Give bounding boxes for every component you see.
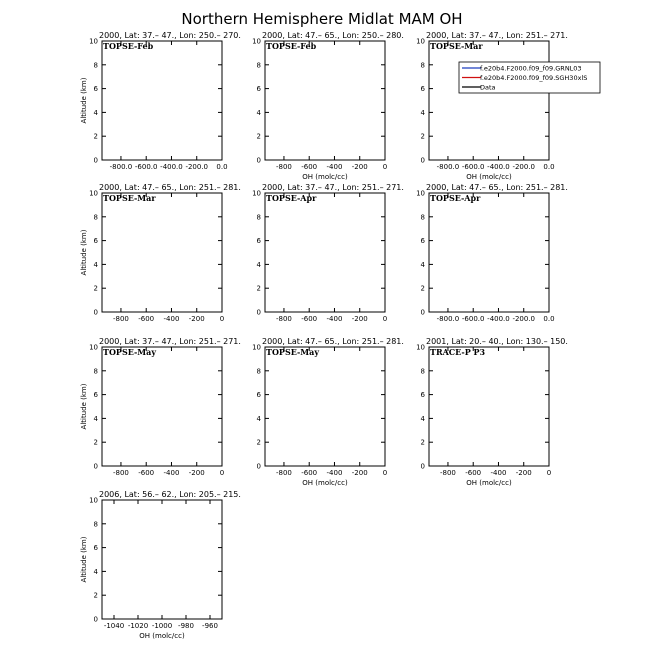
panel-campaign-label: TOPSE-May <box>266 347 319 357</box>
panel-campaign-label: TRACE-P P3 <box>430 347 486 357</box>
y-tick-label: 2 <box>93 284 98 293</box>
y-tick-label: 8 <box>420 213 425 222</box>
panel-header: 2000, Lat: 37.– 47., Lon: 251.– 271. <box>262 183 404 192</box>
y-tick-label: 8 <box>256 61 261 70</box>
x-tick-label: -400 <box>163 469 180 477</box>
x-tick-label: 0 <box>382 469 388 477</box>
chart-panel-8 <box>252 337 404 487</box>
y-tick-label: 4 <box>420 260 425 269</box>
y-tick-label: 10 <box>416 37 425 46</box>
y-tick-label: 6 <box>256 391 261 400</box>
y-tick-label: 0 <box>93 308 98 317</box>
x-tick-label: -400.0 <box>487 163 510 171</box>
y-tick-label: 2 <box>420 438 425 447</box>
y-tick-label: 8 <box>256 213 261 222</box>
y-tick-label: 6 <box>420 237 425 246</box>
y-tick-label: 0 <box>93 462 98 471</box>
x-tick-label: -600 <box>301 469 318 477</box>
y-tick-label: 0 <box>256 156 261 165</box>
x-tick-label: -1020 <box>127 622 149 630</box>
x-axis-label: OH (molc/cc) <box>302 479 348 487</box>
y-tick-label: 2 <box>93 438 98 447</box>
y-tick-label: 0 <box>420 308 425 317</box>
x-axis-label: OH (molc/cc) <box>302 173 348 181</box>
x-tick-label: -400 <box>490 469 507 477</box>
x-tick-label: 0 <box>219 315 225 323</box>
x-tick-label: -800 <box>113 315 129 323</box>
y-tick-label: 8 <box>93 61 98 70</box>
x-tick-label: -600.0 <box>134 163 158 171</box>
x-tick-label: 0 <box>382 163 388 171</box>
x-tick-label: 0.0 <box>543 315 555 323</box>
y-tick-label: 4 <box>256 260 261 269</box>
figure-title: Northern Hemisphere Midlat MAM OH <box>181 10 463 28</box>
y-tick-label: 6 <box>256 85 261 94</box>
y-tick-label: 6 <box>420 85 425 94</box>
panel-campaign-label: TOPSE-Feb <box>266 41 317 51</box>
y-tick-label: 6 <box>93 391 98 400</box>
y-tick-label: 2 <box>420 284 425 293</box>
y-tick-label: 4 <box>420 414 425 423</box>
y-tick-label: 2 <box>93 132 98 141</box>
x-tick-label: -600 <box>301 315 318 323</box>
legend-entry: f.e20b4.F2000.f09_f09.SGH30xlS <box>480 73 588 82</box>
panel-header: 2006, Lat: 56.– 62., Lon: 205.– 215. <box>99 490 241 499</box>
legend-entry: Data <box>480 83 496 92</box>
plot-frame <box>265 347 385 466</box>
legend <box>459 62 600 93</box>
x-axis-label: OH (molc/cc) <box>466 173 512 181</box>
x-tick-label: 0 <box>219 469 225 477</box>
x-tick-label: 0 <box>546 469 552 477</box>
panel-header: 2000, Lat: 37.– 47., Lon: 250.– 270. <box>99 31 241 40</box>
y-tick-label: 4 <box>93 567 98 576</box>
x-tick-label: -400 <box>326 469 343 477</box>
y-tick-label: 8 <box>256 367 261 376</box>
panel-header: 2001, Lat: 20.– 40., Lon: 130.– 150. <box>426 337 568 346</box>
x-tick-label: -200 <box>188 469 205 477</box>
y-tick-label: 0 <box>256 462 261 471</box>
y-axis-label: Altitude (km) <box>80 536 88 583</box>
plot-frame <box>102 347 222 466</box>
x-tick-label: -400 <box>326 315 343 323</box>
x-tick-label: -800 <box>113 469 129 477</box>
panel-campaign-label: TOPSE-Mar <box>103 193 156 203</box>
y-tick-label: 0 <box>93 615 98 624</box>
x-tick-label: -200 <box>351 163 368 171</box>
x-tick-label: -800 <box>276 163 292 171</box>
panel-header: 2000, Lat: 37.– 47., Lon: 251.– 271. <box>99 337 241 346</box>
x-tick-label: -200 <box>351 315 368 323</box>
y-tick-label: 10 <box>252 189 261 198</box>
y-tick-label: 10 <box>416 343 425 352</box>
x-tick-label: 0.0 <box>543 163 555 171</box>
chart-panel-1 <box>80 31 241 171</box>
y-tick-label: 4 <box>256 414 261 423</box>
x-tick-label: -1000 <box>151 622 173 630</box>
x-tick-label: -800.0 <box>436 315 460 323</box>
y-tick-label: 8 <box>93 520 98 529</box>
panel-header: 2000, Lat: 47.– 65., Lon: 250.– 280. <box>262 31 404 40</box>
y-axis-label: Altitude (km) <box>80 383 88 430</box>
x-tick-label: -200 <box>351 469 368 477</box>
y-tick-label: 6 <box>93 544 98 553</box>
chart-panel-10 <box>80 490 241 640</box>
y-tick-label: 6 <box>256 237 261 246</box>
y-tick-label: 2 <box>93 591 98 600</box>
chart-panel-2 <box>252 31 404 181</box>
x-tick-label: -200 <box>188 315 205 323</box>
y-tick-label: 4 <box>256 108 261 117</box>
plot-frame <box>265 193 385 312</box>
y-tick-label: 2 <box>256 132 261 141</box>
chart-panel-5 <box>252 183 404 323</box>
panel-header: 2000, Lat: 47.– 65., Lon: 251.– 281. <box>262 337 404 346</box>
x-tick-label: -600 <box>138 315 155 323</box>
legend-entry: f.e20b4.F2000.f09_f09.GRNL03 <box>480 64 582 73</box>
panel-header: 2000, Lat: 47.– 65., Lon: 251.– 281. <box>99 183 241 192</box>
y-axis-label: Altitude (km) <box>80 229 88 276</box>
chart-panel-7 <box>80 337 241 477</box>
y-tick-label: 8 <box>420 367 425 376</box>
x-tick-label: -800 <box>276 469 292 477</box>
x-axis-label: OH (molc/cc) <box>139 632 185 640</box>
y-tick-label: 8 <box>420 61 425 70</box>
chart-panel-6 <box>416 183 568 323</box>
x-tick-label: -400.0 <box>487 315 510 323</box>
x-tick-label: -600 <box>465 469 482 477</box>
plot-frame <box>429 41 549 160</box>
panel-campaign-label: TOPSE-Apr <box>266 193 317 203</box>
x-tick-label: -600 <box>138 469 155 477</box>
x-tick-label: -800.0 <box>436 163 460 171</box>
y-tick-label: 4 <box>93 414 98 423</box>
x-tick-label: -600.0 <box>461 315 485 323</box>
x-tick-label: -800.0 <box>109 163 133 171</box>
chart-panel-4 <box>80 183 241 323</box>
x-tick-label: -980 <box>178 622 194 630</box>
x-tick-label: -600 <box>301 163 318 171</box>
panel-campaign-label: TOPSE-Feb <box>103 41 154 51</box>
panel-campaign-label: TOPSE-May <box>103 347 156 357</box>
plot-frame <box>102 500 222 619</box>
y-tick-label: 4 <box>93 260 98 269</box>
x-tick-label: -800 <box>276 315 292 323</box>
x-tick-label: -400 <box>326 163 343 171</box>
y-tick-label: 0 <box>256 308 261 317</box>
x-tick-label: 0.0 <box>216 163 228 171</box>
panel-campaign-label: TOPSE-Mar <box>430 41 483 51</box>
plot-frame <box>102 193 222 312</box>
x-tick-label: -600.0 <box>461 163 485 171</box>
x-axis-label: OH (molc/cc) <box>466 479 512 487</box>
y-tick-label: 0 <box>93 156 98 165</box>
panel-header: 2000, Lat: 47.– 65., Lon: 251.– 281. <box>426 183 568 192</box>
y-tick-label: 8 <box>93 367 98 376</box>
x-tick-label: -200 <box>515 469 532 477</box>
y-tick-label: 4 <box>93 108 98 117</box>
plot-frame <box>429 347 549 466</box>
plot-frame <box>429 193 549 312</box>
y-tick-label: 10 <box>89 343 98 352</box>
y-tick-label: 8 <box>93 213 98 222</box>
chart-panel-3 <box>416 31 600 181</box>
y-tick-label: 10 <box>416 189 425 198</box>
y-tick-label: 10 <box>89 189 98 198</box>
x-tick-label: -960 <box>202 622 218 630</box>
chart-panel-9 <box>416 337 568 487</box>
y-tick-label: 4 <box>420 108 425 117</box>
y-tick-label: 10 <box>89 37 98 46</box>
x-tick-label: -200.0 <box>512 163 536 171</box>
x-tick-label: -1040 <box>103 622 125 630</box>
y-tick-label: 2 <box>256 284 261 293</box>
plot-frame <box>102 41 222 160</box>
panel-header: 2000, Lat: 37.– 47., Lon: 251.– 271. <box>426 31 568 40</box>
y-tick-label: 0 <box>420 462 425 471</box>
y-tick-label: 2 <box>256 438 261 447</box>
y-axis-label: Altitude (km) <box>80 77 88 124</box>
plot-frame <box>265 41 385 160</box>
x-tick-label: -400 <box>163 315 180 323</box>
y-tick-label: 10 <box>252 343 261 352</box>
y-tick-label: 10 <box>252 37 261 46</box>
y-tick-label: 10 <box>89 496 98 505</box>
y-tick-label: 6 <box>93 85 98 94</box>
x-tick-label: 0 <box>382 315 388 323</box>
y-tick-label: 6 <box>93 237 98 246</box>
y-tick-label: 0 <box>420 156 425 165</box>
panels-group <box>80 31 600 640</box>
x-tick-label: -200.0 <box>185 163 209 171</box>
x-tick-label: -800 <box>440 469 456 477</box>
y-tick-label: 2 <box>420 132 425 141</box>
y-tick-label: 6 <box>420 391 425 400</box>
x-tick-label: -200.0 <box>512 315 536 323</box>
x-tick-label: -400.0 <box>160 163 183 171</box>
panel-campaign-label: TOPSE-Apr <box>430 193 481 203</box>
